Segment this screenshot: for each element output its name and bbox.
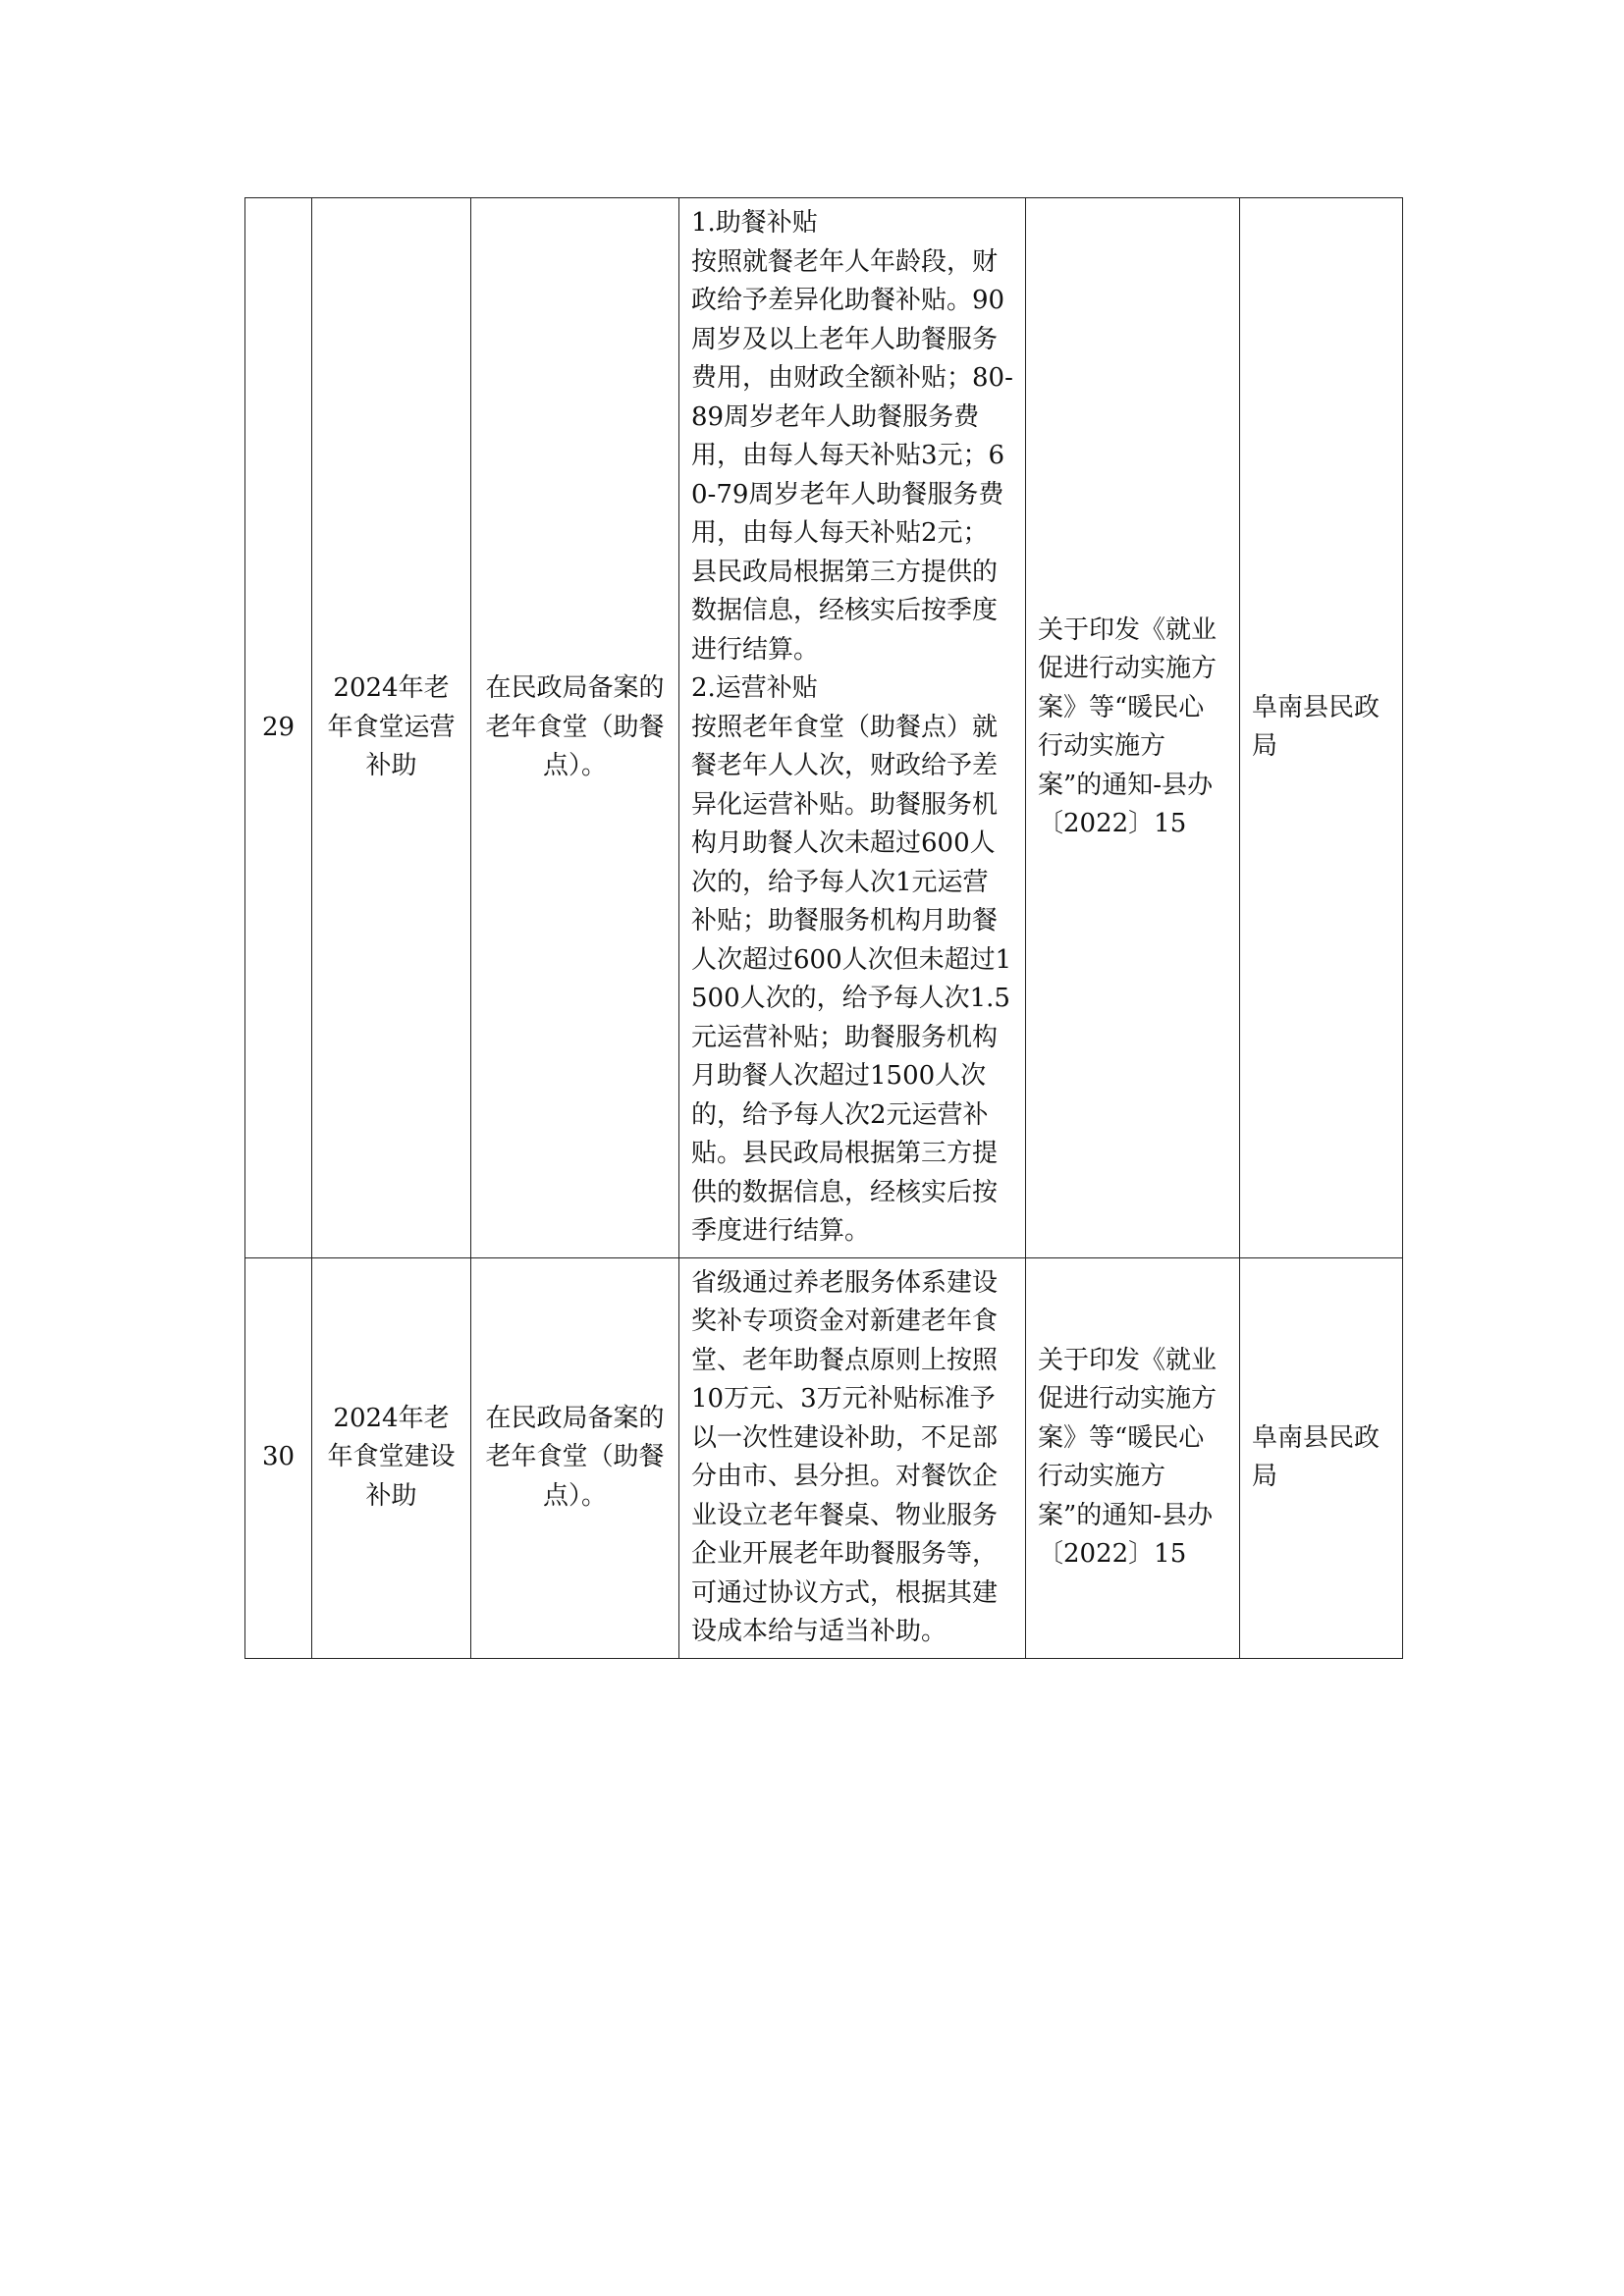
- policy-basis: 关于印发《就业促进行动实施方案》等“暖民心行动实施方案”的通知-县办〔2022〕15: [1026, 1257, 1240, 1658]
- responsible-department: 阜南县民政局: [1240, 1257, 1403, 1658]
- subsidy-detail: [679, 1257, 1026, 1658]
- detail-heading: 2.运营补贴: [691, 673, 818, 703]
- row-number: 30: [245, 1257, 312, 1658]
- detail-heading: 1.助餐补贴: [691, 208, 818, 238]
- responsible-department: 阜南县民政局: [1240, 198, 1403, 1258]
- subsidy-detail: [679, 198, 1026, 1258]
- row-number: 29: [245, 198, 312, 1258]
- target-recipient: 在民政局备案的老年食堂（助餐点）。: [471, 1257, 679, 1658]
- detail-paragraph: 按照就餐老年人年龄段，财政给予差异化助餐补贴。90周岁及以上老年人助餐服务费用，由财政全额补贴；80-89周岁老年人助餐服务费用，由每人每天补贴3元；60-79周岁老年人助餐服务费用，由每人每天补贴2元；县民政局根据第三方提供的数据信息，经核实后按季度进行结算。: [691, 246, 1013, 665]
- policy-basis: 关于印发《就业促进行动实施方案》等“暖民心行动实施方案”的通知-县办〔2022〕15: [1026, 198, 1240, 1258]
- detail-paragraph: 按照老年食堂（助餐点）就餐老年人人次，财政给予差异化运营补贴。助餐服务机构月助餐人次未超过600人次的，给予每人次1元运营补贴；助餐服务机构月助餐人次超过600人次但未超过1500人次的，给予每人次1.5元运营补贴；助餐服务机构月助餐人次超过1500人次的，给予每人次2元运营补贴。县民政局根据第三方提供的数据信息，经核实后按季度进行结算。: [691, 712, 1012, 1246]
- table-row: [245, 198, 1403, 1258]
- table-row: [245, 1257, 1403, 1658]
- detail-paragraph: 省级通过养老服务体系建设奖补专项资金对新建老年食堂、老年助餐点原则上按照10万元、3万元补贴标准予以一次性建设补助，不足部分由市、县分担。对餐饮企业设立老年餐桌、物业服务企业开展老年助餐服务等，可通过协议方式，根据其建设成本给与适当补助。: [691, 1267, 999, 1646]
- target-recipient: 在民政局备案的老年食堂（助餐点）。: [471, 198, 679, 1258]
- project-name: 2024年老年食堂运营补助: [312, 198, 471, 1258]
- policy-table: [244, 197, 1403, 1659]
- project-name: 2024年老年食堂建设补助: [312, 1257, 471, 1658]
